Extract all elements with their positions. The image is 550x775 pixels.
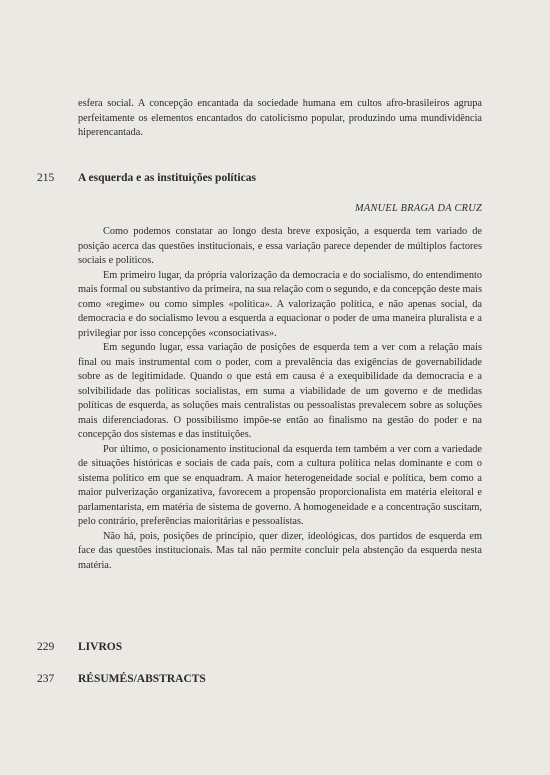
body-paragraph: Como podemos constatar ao longo desta breve exposição, a esquerda tem variado de posição acerca das questões institucionais, e essa variação parece depender de múltiplos factores sociais e políticos. [78, 226, 482, 266]
body-paragraph: Não há, pois, posições de princípio, quer dizer, ideológicas, dos partidos de esquerda em face das questões institucionais. Mas tal não permite concluir pela abstenção da esquerda nesta matéria. [78, 530, 482, 571]
section-heading-229 [37, 640, 123, 654]
section-title: LIVROS [78, 641, 123, 653]
section-page-number: 237 [37, 673, 55, 685]
body-paragraph: Em segundo lugar, essa variação de posições de esquerda tem a ver com a relação mais final ou mais instrumental com o poder, com a prevalência das exigências de governabilidade sobre as de legitimidade. Quando o que está em causa é a exequibilidade da democracia e a solvibilidade das políticas socialistas, em suma a viabilidade de um governo e de medidas políticas de esquerda, as soluções mais centralistas ou pessoalistas prevalecem sobre as soluções mais diferenciadoras. O possibilismo impõe-se então ao finalismo na gestão do poder e na concepção dos sistemas e das instituições. [78, 342, 482, 440]
body-paragraph: Em primeiro lugar, da própria valorização da democracia e do socialismo, do entendimento mais formal ou substantivo da primeira, na sua relação com o segundo, e da concepção deste mais como «regime» ou como simples «política». A valorização política, e não apenas social, da democracia e do socialismo levou a esquerda a equacionar o poder de uma maneira pluralista e a privilegiar por isso concepções «consociativas». [78, 269, 482, 339]
section-title: A esquerda e as instituições políticas [78, 172, 256, 184]
section-page-number: 229 [37, 641, 55, 653]
body-paragraph: Por último, o posicionamento institucional da esquerda tem também a ver com a variedade de situações históricas e sociais de cada país, com a cultura política nelas dominante e com o sistema político em que se enquadram. A maior heterogeneidade social e política, bem como a maior pulverização organizativa, favorecem a propensão proporcionalista em matéria eleitoral e parlamentarista, em matéria de sistema de governo. A homogeneidade e a concentração suscitam, pelo contrário, preferências maioritárias e pessoalistas. [78, 443, 482, 527]
section-heading-215 [37, 171, 256, 185]
intro-paragraph: esfera social. A concepção encantada da sociedade humana em cultos afro-brasileiros agrupa perfeitamente os elementos encantados do catolicismo popular, produzindo uma mundividência hiperencantada. [78, 98, 482, 138]
section-heading-237 [37, 672, 206, 686]
author-name: MANUEL BRAGA DA CRUZ [355, 203, 482, 214]
section-title: RÉSUMÉS/ABSTRACTS [78, 673, 206, 685]
section-page-number: 215 [37, 172, 55, 184]
article-body [78, 225, 482, 573]
intro-paragraph-block [78, 97, 482, 141]
